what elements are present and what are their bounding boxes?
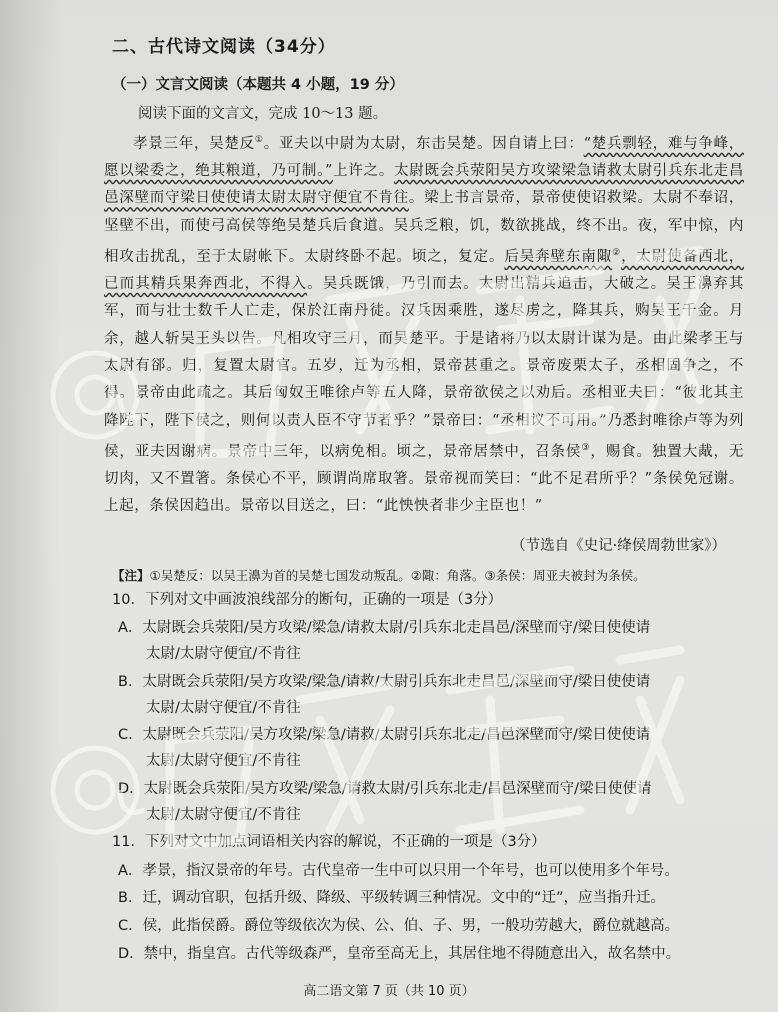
q10-option-b-cont: 太尉/太尉守便宜/不肯往 bbox=[146, 700, 301, 716]
q10-option-d: D．太尉既会兵荥阳/吴方攻梁/梁急/请救太尉/引兵东北走/昌邑深壁而守/梁日使使请 bbox=[118, 781, 652, 797]
annotation-notes bbox=[112, 566, 646, 584]
q11-option-c: C．侯，此指侯爵。爵位等级依次为侯、公、伯、子、男，一般功劳越大，爵位就越高。 bbox=[118, 918, 680, 934]
q10-option-b: B．太尉既会兵荥阳/吴方攻梁/梁急/请救/太尉引兵东北走昌邑/深壁而守/梁日使使请 bbox=[118, 674, 651, 690]
classical-passage bbox=[104, 127, 744, 521]
wavy-underlined-text: 后吴奔壁东南陬 bbox=[504, 248, 613, 265]
page-footer: 高二语文第 7 页（共 10 页） bbox=[303, 984, 475, 999]
wavy-underlined-text: “楚兵剽轻，难与争峰，愿以梁委之，绝其粮道，乃可制。” bbox=[104, 135, 745, 180]
passage-source: （节选自《史记·绛侯周勃世家》） bbox=[511, 538, 726, 554]
passage-paragraph bbox=[104, 127, 744, 521]
instruction-text: 阅读下面的文言文，完成 10～13 题。 bbox=[138, 106, 388, 122]
section-title: 二、古代诗文阅读（34分） bbox=[112, 37, 336, 57]
q11-option-d: D．禁中，指皇宫。古代等级森严，皇帝至高无上，其居住地不得随意出入，故名禁中。 bbox=[118, 946, 681, 962]
page-shadow bbox=[0, 0, 60, 1012]
footnote-marker: ③ bbox=[581, 442, 591, 453]
wavy-underlined-text: ，太尉使备西北，已而其精兵果奔西北，不得入 bbox=[104, 248, 744, 293]
question-11-stem: 11．下列对文中加点词语相关内容的解说，不正确的一项是（3分） bbox=[112, 834, 546, 850]
q11-option-a: A．孝景，指汉景帝的年号。古代皇帝一生中可以只用一个年号，也可以使用多个年号。 bbox=[118, 863, 679, 879]
passage-text: 。亚夫以中尉为太尉，东击吴楚。因自请上曰： bbox=[263, 135, 584, 152]
wavy-underlined-text: 太尉既会兵荥阳吴方攻梁梁急请救太尉引兵东北走昌邑深壁而守梁日使使请太尉太尉守便宜不肯往 bbox=[104, 163, 744, 207]
q10-option-c: C．太尉既会兵荥阳/吴方攻梁/梁急/请救/太尉引兵东北走/昌邑深壁而守/梁日使使请 bbox=[118, 727, 651, 743]
notes-text: ①吴楚反：以吴王濞为首的吴楚七国发动叛乱。②陬：角落。③条侯：周亚夫被封为条侯。 bbox=[149, 568, 646, 583]
q10-option-d-cont: 太尉/太尉守便宜/不肯往 bbox=[146, 807, 301, 823]
passage-text: 孝景三年，吴楚反 bbox=[133, 135, 255, 152]
passage-text: ，赐食。独置大胾，无切肉，又不置箸。条侯心不平，顾谓尚席取箸。景帝视而笑曰：“此不足君所乎？”条侯免冠谢。上起，条侯因趋出。景帝以目送之，曰：“此怏怏者非少主臣也！” bbox=[104, 443, 744, 515]
passage-text: 。梁上书言景帝，景帝使使诏救梁。太尉不奉诏，坚壁不出，而使弓高侯等绝吴楚兵后食道。吴兵乏粮，饥，数欲挑战，终不出。夜，军中惊，内相攻击扰乱，至于太尉帐下。太尉终卧不起。顷之，复定。 bbox=[104, 190, 744, 265]
q10-option-c-cont: 太尉/太尉守便宜/不肯往 bbox=[146, 753, 301, 769]
notes-label: 【注】 bbox=[112, 568, 150, 583]
passage-text: 上许之。 bbox=[333, 163, 395, 180]
q11-option-b: B．迁，调动官职，包括升级、降级、平级转调三种情况。文中的“迁”，应当指升迁。 bbox=[118, 890, 665, 906]
footnote-marker: ② bbox=[612, 248, 622, 259]
footnote-marker: ① bbox=[254, 135, 264, 145]
passage-text: 。吴兵既饿，乃引而去。太尉出精兵追击，大破之。吴王濞弃其军，而与壮士数千人亡走，保於江南丹徒。汉兵因乘胜，遂尽虏之，降其兵，购吴王千金。月余，越人斩吴王头以告。凡相攻守三月，而吴楚平。于是诸将乃以太尉计谋为是。由此梁孝王与太尉有郤。归，复置太尉官。五岁，迁为丞相，景帝甚重之。景帝废栗太子，丞相固争之，不得。景帝由此疏之。其后匈奴王唯徐卢等五人降，景帝欲侯之以劝后。丞相亚夫曰：“彼北其主降陛下，陛下侯之，则何以责人臣不守节者乎？”景帝曰：“丞相议不可用。”乃悉封唯徐卢等为列侯，亚夫因谢病。景帝中三年，以病免相。顷之，景帝居禁中，召条侯 bbox=[104, 276, 744, 460]
question-10-stem: 10．下列对文中画波浪线部分的断句，正确的一项是（3分） bbox=[112, 592, 503, 608]
q10-option-a: A．太尉既会兵荥阳/吴方攻梁/梁急/请救太尉/引兵东北走昌邑/深壁而守/梁日使使请 bbox=[118, 620, 651, 636]
subsection-title: （一）文言文阅读（本题共 4 小题，19 分） bbox=[112, 77, 404, 93]
q10-option-a-cont: 太尉/太尉守便宜/不肯往 bbox=[146, 646, 301, 662]
